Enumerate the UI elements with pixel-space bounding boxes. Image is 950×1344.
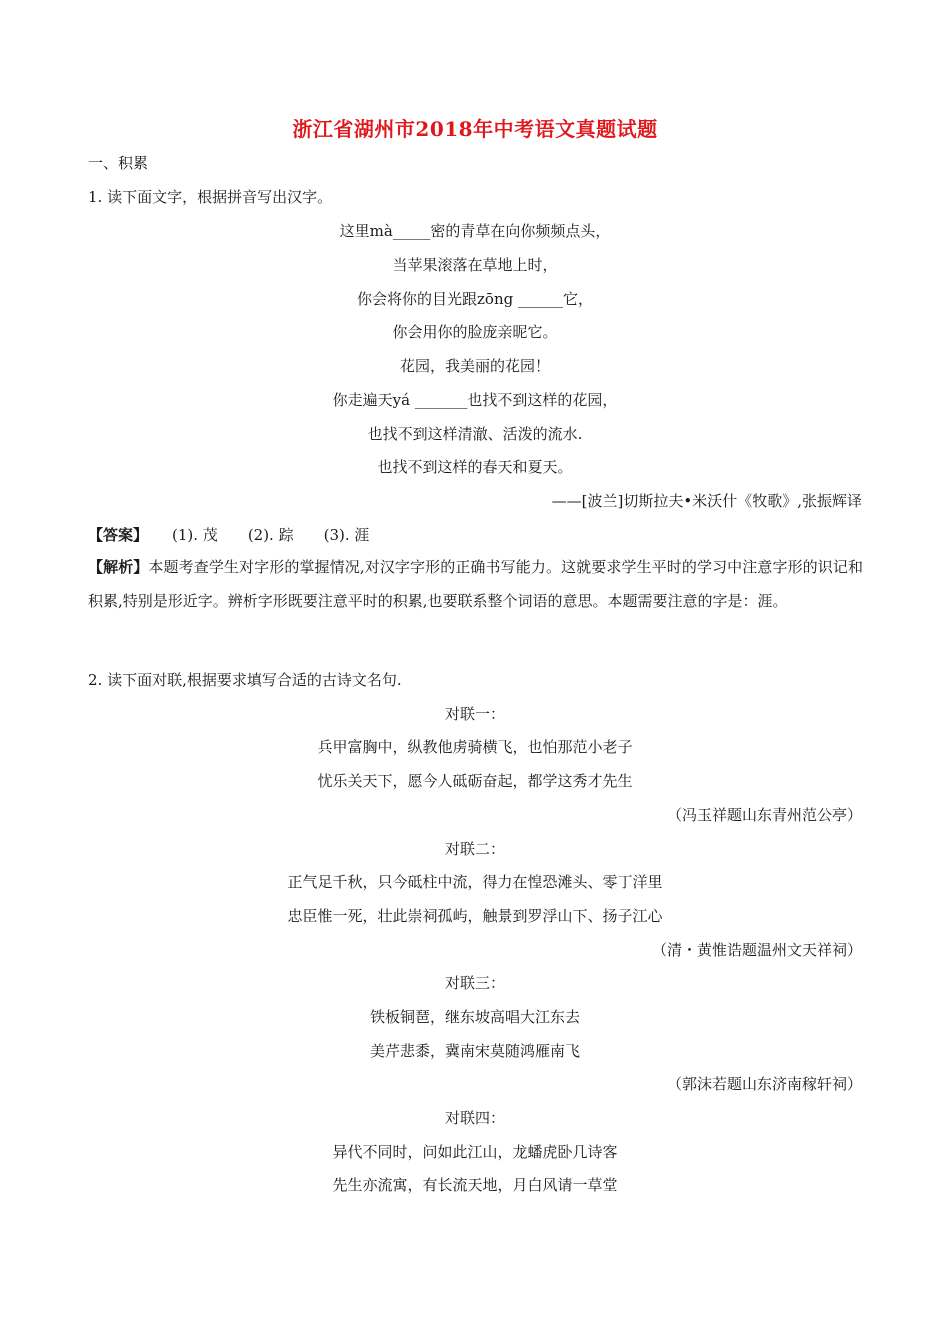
poem-line: 你走遍天yá _______也找不到这样的花园， — [332, 391, 618, 409]
couplet-line: 先生亦流寓，有长流天地，月白风请一草堂 — [332, 1176, 618, 1194]
couplet-line: 忧乐关天下，愿今人砥砺奋起，都学这秀才先生 — [317, 772, 633, 790]
section-heading: 一、积累 — [88, 154, 149, 172]
poem-line: 你会用你的脸庞亲昵它。 — [392, 323, 558, 341]
couplet-source: （清・黄惟诰题温州文天祥祠） — [651, 941, 862, 959]
answer-item: (3). 涯 — [323, 526, 370, 544]
poem-line: 也找不到这样清澈、活泼的流水. — [367, 425, 583, 443]
page-title: 浙江省湖州市2018年中考语文真题试题 — [292, 117, 658, 141]
couplet-heading: 对联一： — [444, 705, 505, 723]
answer-line — [88, 525, 369, 545]
answer-item: (2). 踪 — [247, 526, 294, 544]
couplet-heading: 对联三： — [444, 974, 505, 992]
question-2-prompt: 2. 读下面对联,根据要求填写合适的古诗文名句. — [88, 671, 402, 689]
poem-line: 花园，我美丽的花园！ — [399, 357, 550, 375]
couplet-line: 铁板铜琶，继东坡高唱大江东去 — [369, 1008, 580, 1026]
answer-label: 【答案】 — [88, 526, 149, 544]
couplet-heading: 对联四： — [444, 1109, 505, 1127]
question-1-prompt: 1. 读下面文字，根据拼音写出汉字。 — [88, 188, 333, 206]
couplet-source: （郭沫若题山东济南稼轩祠） — [666, 1075, 862, 1093]
explanation-paragraph — [88, 550, 863, 618]
couplet-line: 忠臣惟一死，壮此崇祠孤屿，触景到罗浮山下、扬子江心 — [287, 907, 663, 925]
couplet-source: （冯玉祥题山东青州范公亭） — [666, 806, 862, 824]
couplet-heading: 对联二： — [444, 840, 505, 858]
couplet-line: 正气足千秋，只今砥柱中流，得力在惶恐滩头、零丁洋里 — [287, 873, 663, 891]
couplet-line: 异代不同时，问如此江山，龙蟠虎卧几诗客 — [332, 1143, 618, 1161]
couplet-line: 兵甲富胸中，纵教他虏骑横飞，也怕那范小老子 — [317, 738, 633, 756]
poem-line: 当苹果滚落在草地上时， — [392, 256, 558, 274]
poem-line: 这里mà_____密的青草在向你频频点头， — [339, 222, 611, 240]
poem-line: 也找不到这样的春天和夏天。 — [377, 458, 573, 476]
explanation-label: 【解析】 — [88, 558, 149, 576]
poem-line: 你会将你的目光跟zōng ______它， — [357, 290, 593, 308]
explanation-text: 本题考查学生对字形的掌握情况,对汉字字形的正确书写能力。这就要求学生平时的学习中注意字形的识记和积累,特别是形近字。辨析字形既要注意平时的积累,也要联系整个词语的意思。本题需要注意的字是：涯。 — [88, 558, 863, 610]
poem-source: ——[波兰]切斯拉夫•米沃什《牧歌》,张振辉译 — [551, 492, 862, 510]
answer-item: (1). 茂 — [172, 526, 218, 544]
couplet-line: 美芹悲黍，冀南宋莫随鸿雁南飞 — [369, 1042, 580, 1060]
